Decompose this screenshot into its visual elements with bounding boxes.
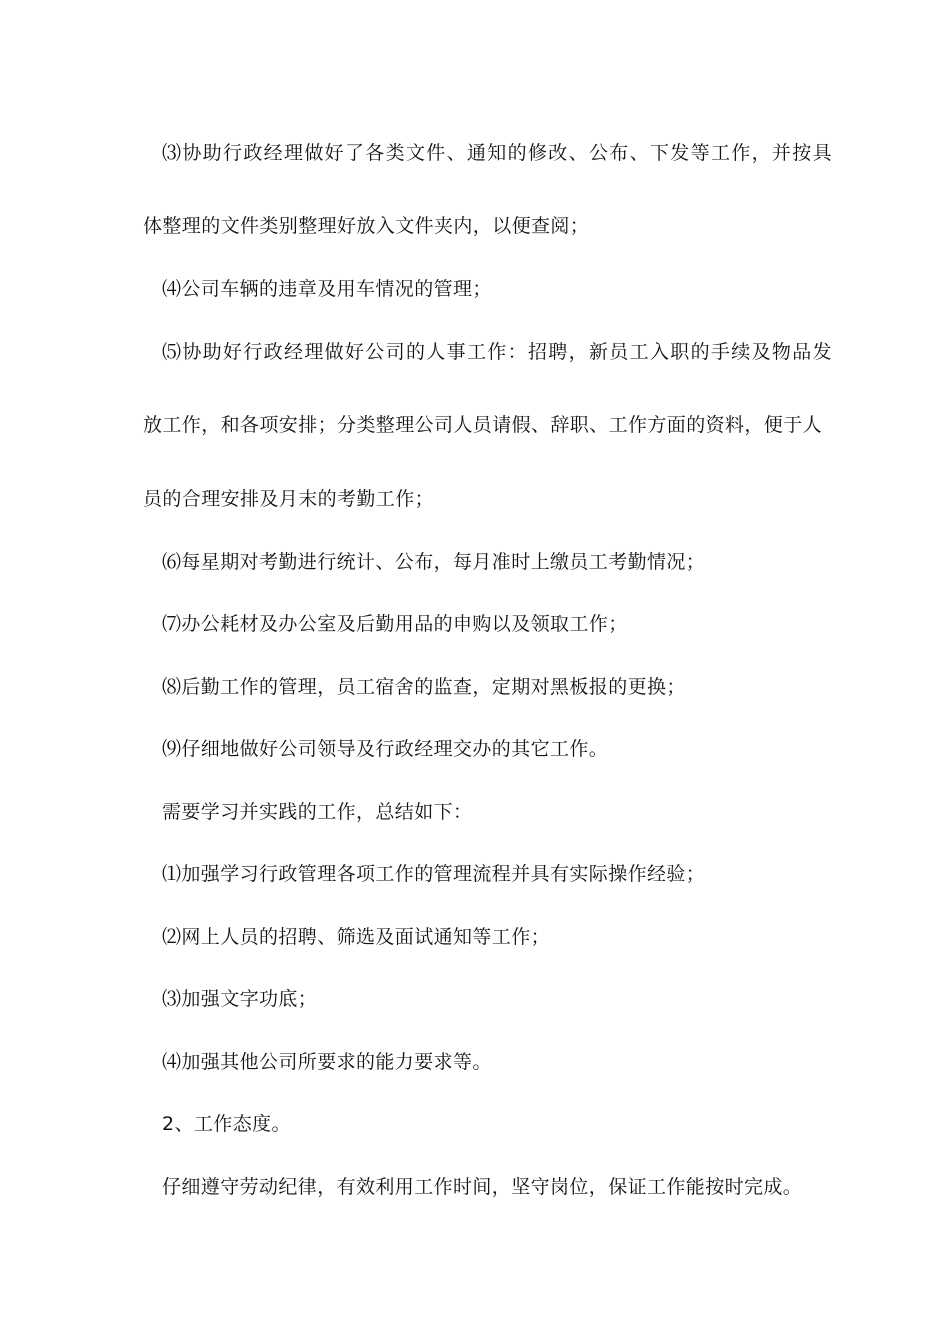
paragraph-line: ⑻后勤工作的管理，员工宿舍的监查，定期对黑板报的更换； bbox=[162, 676, 686, 698]
paragraph-line: 体整理的文件类别整理好放入文件夹内，以便查阅； bbox=[143, 215, 590, 237]
section-heading: 2、工作态度。 bbox=[162, 1113, 291, 1135]
paragraph-line: 仔细遵守劳动纪律，有效利用工作时间，坚守岗位，保证工作能按时完成。 bbox=[162, 1176, 803, 1198]
paragraph-line: 放工作，和各项安排；分类整理公司人员请假、辞职、工作方面的资料，便于人 bbox=[143, 414, 823, 436]
paragraph-line: ⑵网上人员的招聘、筛选及面试通知等工作； bbox=[162, 926, 551, 948]
paragraph-line: 需要学习并实践的工作，总结如下： bbox=[162, 801, 473, 823]
paragraph-line: ⑸协助好行政经理做好公司的人事工作：招聘，新员工入职的手续及物品发 bbox=[162, 341, 832, 363]
paragraph-line: ⑹每星期对考勤进行统计、公布，每月准时上缴员工考勤情况； bbox=[162, 551, 706, 573]
paragraph-line: ⑺办公耗材及办公室及后勤用品的申购以及领取工作； bbox=[162, 613, 628, 635]
paragraph-line: 员的合理安排及月末的考勤工作； bbox=[143, 488, 435, 510]
paragraph-line: ⑶加强文字功底； bbox=[162, 988, 318, 1010]
paragraph-line: ⑶协助行政经理做好了各类文件、通知的修改、公布、下发等工作，并按具 bbox=[162, 142, 832, 164]
paragraph-line: ⑷加强其他公司所要求的能力要求等。 bbox=[162, 1051, 492, 1073]
paragraph-line: ⑴加强学习行政管理各项工作的管理流程并具有实际操作经验； bbox=[162, 863, 706, 885]
paragraph-line: ⑷公司车辆的违章及用车情况的管理； bbox=[162, 278, 492, 300]
paragraph-line: ⑼仔细地做好公司领导及行政经理交办的其它工作。 bbox=[162, 738, 609, 760]
